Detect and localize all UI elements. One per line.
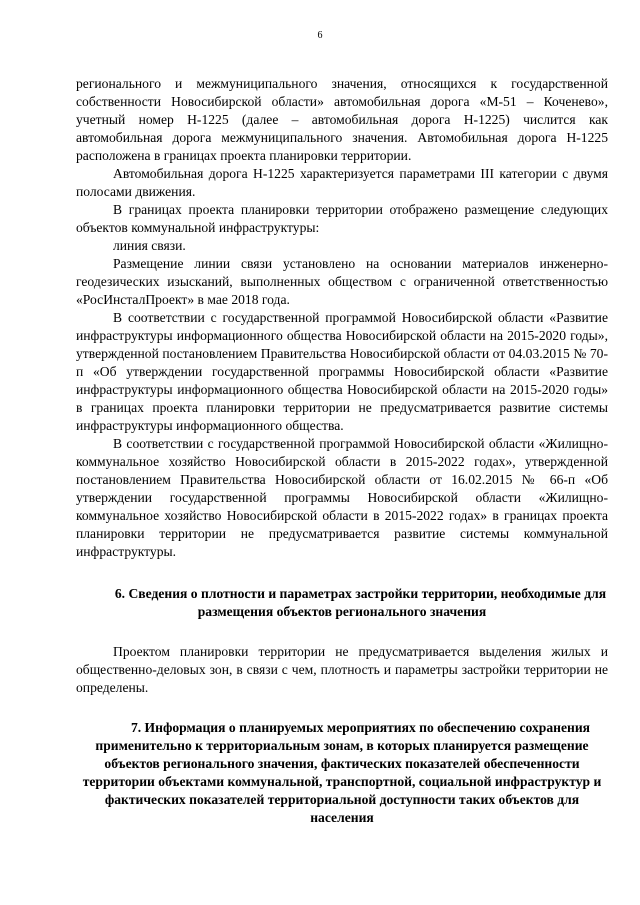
paragraph-communication-line: линия связи. <box>113 238 186 253</box>
section-7-heading: 7. Информация о планируемых мероприятиях по обеспечению сохранения применительно к территориальным зонам, в которых планируется размещение объектов регионального значения, фактических показателей обеспеченности территории объектами коммунальной, транспортной, социальной инфраструктур и фактических показателей территориальной доступности таких объектов для населения <box>82 720 602 825</box>
paragraph-road-category: Автомобильная дорога Н-1225 характеризуется параметрами III категории с двумя полосами движения. <box>76 166 608 199</box>
section-6-heading: 6. Сведения о плотности и параметрах застройки территории, необходимые для размещения объектов регионального значения <box>114 586 607 619</box>
paragraph-communication-basis: Размещение линии связи установлено на основании материалов инженерно-геодезических изысканий, выполненных обществом с ограниченной ответственностью «РосИнсталПроект» в мае 2018 года. <box>76 256 608 307</box>
paragraph-information-program: В соответствии с государственной программой Новосибирской области «Развитие инфраструктуры информационного общества Новосибирской области на 2015-2020 годы», утвержденной постановлением Правительства Новосибирской области от 04.03.2015 № 70-п «Об утверждении государственной программы Новосибирской области «Развитие инфраструктуры информационного общества Новосибирской области на 2015-2020 годы» в границах проекта планировки территории не предусматривается развитие системы инфраструктуры информационного общества. <box>76 310 608 433</box>
paragraph-road-status: регионального и межмуниципального значения, относящихся к государственной собственности Новосибирской области» автомобильная дорога «М-51 – Коченево», учетный номер Н-1225 (далее – автомобильная дорога Н-1225) числится как автомобильная дорога межмуниципального значения. Автомобильная дорога Н-1225 расположена в границах проекта планировки территории. <box>76 76 608 163</box>
paragraph-utility-objects: В границах проекта планировки территории отображено размещение следующих объектов коммунальной инфраструктуры: <box>76 202 608 235</box>
section-6-text: Проектом планировки территории не предусматривается выделения жилых и общественно-деловых зон, в связи с чем, плотность и параметры застройки территории не определены. <box>76 644 608 695</box>
page-number: 6 <box>317 30 323 41</box>
document-body <box>76 75 608 827</box>
paragraph-housing-program: В соответствии с государственной программой Новосибирской области «Жилищно-коммунальное хозяйство Новосибирской области в 2015-2022 годах», утвержденной постановлением Правительства Новосибирской области от 16.02.2015 № 66-п «Об утверждении государственной программы Новосибирской области «Жилищно-коммунальное хозяйство Новосибирской области в 2015-2022 годах» в границах проекта планировки территории не предусматривается развитие системы коммунальной инфраструктуры. <box>76 436 608 559</box>
